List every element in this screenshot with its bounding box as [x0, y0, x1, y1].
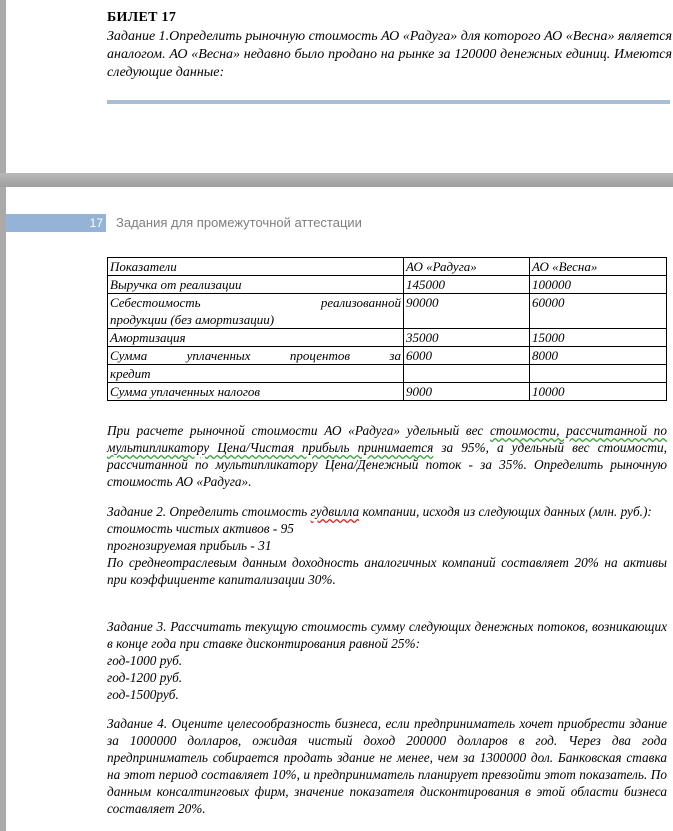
task-4 [107, 715, 667, 817]
text-span: за 95%, а удельный вес стоимости, рассчитанной по мультипликатору Цена/Денежный поток - за 35%. Определить рыночную стоимость АО «Радуга». [107, 440, 667, 489]
cell-raduga: 145000 [404, 276, 530, 294]
cell-vesna: 100000 [530, 276, 667, 294]
cell-raduga: 90000 [404, 294, 530, 329]
column-header: Показатели [108, 258, 404, 276]
page-2 [6, 187, 673, 831]
task-3-line: Задание 3. Рассчитать текущую стоимость сумму следующих денежных потоков, возникающих в конце года при ставке дисконтирования равной 25%: [107, 619, 667, 651]
row-label: Сумма уплаченных налогов [108, 383, 404, 401]
task-2 [107, 503, 667, 588]
cell-raduga: 9000 [404, 383, 530, 401]
cell-raduga: 35000 [404, 329, 530, 347]
spell-underlined-word: гудвилла [310, 504, 360, 519]
page-number: 17 [89, 216, 103, 230]
text-span: При расчете рыночной стоимости АО «Радуга» удельный вес [107, 423, 491, 438]
task-3-line: год-1200 руб. [107, 670, 183, 685]
task-2-line: прогнозируемая прибыль - 31 [107, 538, 272, 553]
table-row [108, 276, 667, 294]
cell-raduga-empty [404, 365, 530, 383]
cell-vesna: 15000 [530, 329, 667, 347]
task-1-intro: Задание 1.Определить рыночную стоимость АО «Радуга» для которого АО «Весна» является аналогом. АО «Весна» недавно было продано на рынке за 120000 денежных единиц. Имеются следующие данные: [107, 29, 673, 80]
task-3-line: год-1500руб. [107, 687, 179, 702]
row-label: Выручка от реализации [108, 276, 404, 294]
row-label-line: продукции (без амортизации) [110, 312, 275, 327]
row-label [108, 347, 404, 365]
cell-raduga: 6000 [404, 347, 530, 365]
cell-vesna: 8000 [530, 347, 667, 365]
row-label-line: Сумма уплаченных процентов за [110, 348, 401, 363]
task-1-conclusion [107, 422, 667, 490]
table-row [108, 365, 667, 383]
column-header: АО «Радуга» [404, 258, 530, 276]
text-span: компании, исходя из следующих данных (млн. руб.): [359, 504, 652, 519]
table-row [108, 383, 667, 401]
table-row [108, 294, 667, 329]
row-label-line: Себестоимость реализованной [110, 295, 401, 310]
page-break [0, 173, 673, 187]
table-header-row [108, 258, 667, 276]
blue-divider [107, 100, 670, 104]
task-3 [107, 618, 667, 703]
row-label: кредит [108, 365, 404, 383]
grammar-underlined-text: стоимости, рассчитанной по мультипликатору Цена/Чистая прибыль принимается [107, 423, 667, 455]
row-label: Амортизация [108, 329, 404, 347]
task-4-text: Задание 4. Оцените целесообразность бизнеса, если предприниматель хочет приобрести здание за 1000000 долларов, ожидая чистый доход 200000 долларов в год. Через два года предприниматель собирается продать здание не менее, чем за 1300000 дол. Банковская ставка на этот период составляет 10%, и предприниматель планирует превзойти этот показатель. По данным консалтинговых фирм, значение показателя дисконтирования в этой области бизнеса составляет 20%. [107, 716, 667, 816]
comparison-table [107, 257, 667, 401]
table-row [108, 347, 667, 365]
column-header: АО «Весна» [530, 258, 667, 276]
ticket-title: БИЛЕТ 17 [107, 10, 177, 25]
task-2-line: По среднеотраслевым данным доходность аналогичных компаний составляет 20% на активы при коэффициенте капитализации 30%. [107, 555, 667, 587]
row-label [108, 294, 404, 329]
table-row [108, 329, 667, 347]
cell-vesna: 60000 [530, 294, 667, 329]
cell-vesna: 10000 [530, 383, 667, 401]
page-1 [6, 0, 673, 173]
task-2-line: стоимость чистых активов - 95 [107, 521, 294, 536]
task-3-line: год-1000 руб. [107, 653, 183, 668]
cell-vesna-empty [530, 365, 667, 383]
running-title: Задания для промежуточной аттестации [116, 215, 362, 230]
text-span: Задание 2. Определить стоимость [107, 504, 311, 519]
